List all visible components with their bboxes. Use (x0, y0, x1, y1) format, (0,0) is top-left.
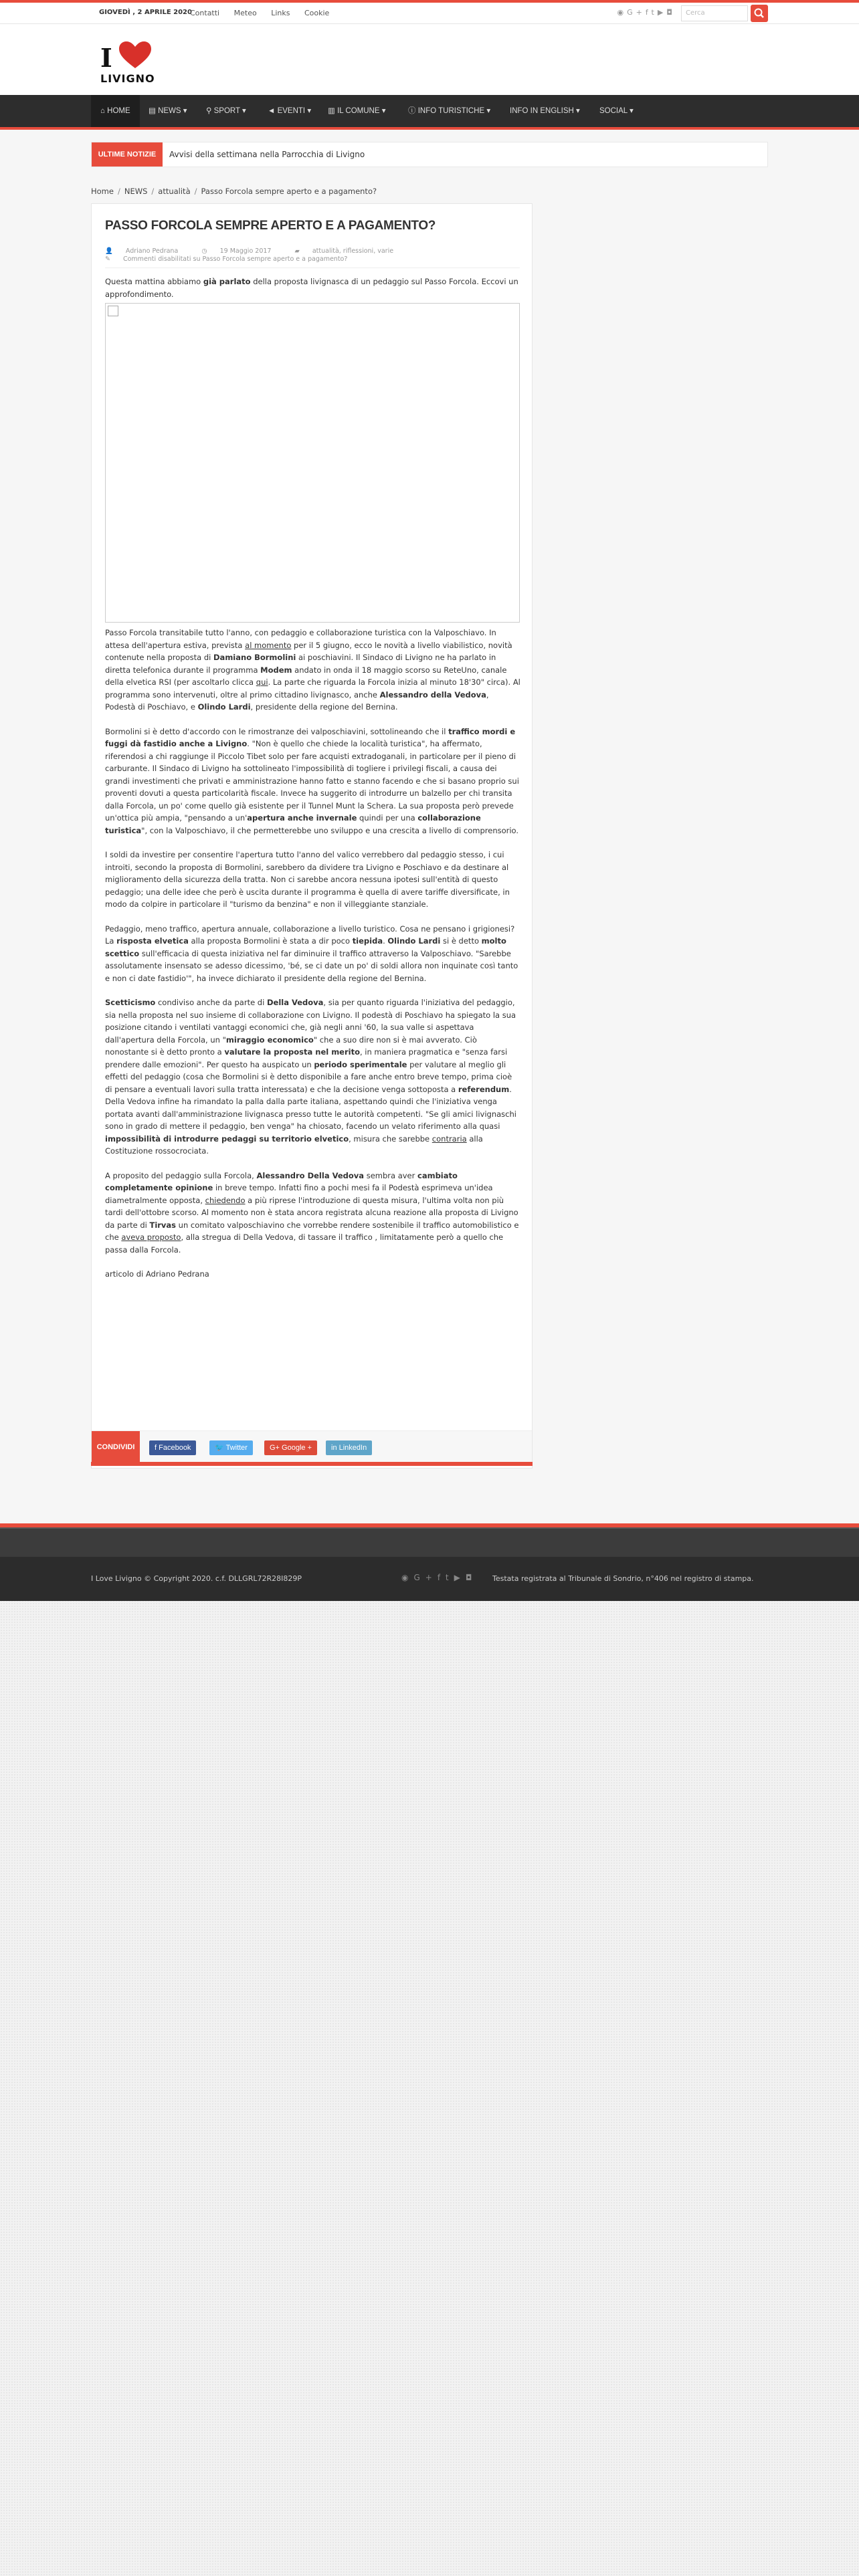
google-plus-icon[interactable]: G+ (627, 8, 646, 17)
document-icon: ▤ (149, 107, 159, 115)
breadcrumb-category[interactable]: attualità (158, 187, 191, 196)
breadcrumb-news[interactable]: NEWS (124, 187, 148, 196)
folder-icon: ▰ (294, 247, 302, 255)
share-google-button[interactable]: G+ Google + (264, 1440, 317, 1455)
building-icon: ▥ (328, 107, 338, 115)
search-button[interactable] (751, 5, 768, 22)
google-plus-icon: G+ (270, 1444, 282, 1452)
logo-letter: I (100, 43, 112, 73)
paragraph: Pedaggio, meno traffico, apertura annuale, collaborazione a livello turistico. Cosa ne pensano i grigionesi? La risposta elvetica alla proposta Bormolini è stata a dir poco tiepida. Olindo Lardi si è detto molto scettico sull'efficacia di questa iniziativa nel far diminuire il traffico attraverso la Valposchiavo. "Sarebbe assolutamente insensato se adesso dicessimo, 'bé, se ci date un po' di soldi allora non inquinate così tanto e non ci date fastidio'", ha invece dichiarato il presidente della regione del Bernina. (105, 924, 518, 983)
bike-icon: ⚲ (206, 107, 214, 115)
nav-social[interactable]: SOCIAL ▾ (599, 107, 634, 115)
link-qui[interactable]: qui (256, 677, 268, 687)
nav-home[interactable]: ⌂ HOME (91, 95, 140, 127)
top-link-meteo[interactable]: Meteo (233, 9, 257, 17)
main-nav (0, 95, 859, 130)
logo-word: LIVIGNO (100, 72, 155, 85)
site-logo[interactable] (99, 39, 166, 86)
search-icon (751, 5, 768, 22)
clock-icon: ◷ (201, 247, 209, 255)
nav-news[interactable]: ▤ NEWS ▾ (149, 107, 187, 115)
paragraph: Bormolini si è detto d'accordo con le rimostranze dei valposchiavini, sottolineando che il traffico mordi e fuggi dà fastidio anche a Livigno. "Non è quello che chiede la località turistica", ha affermato, riferendosi a chi raggiunge il Piccolo Tibet solo per fare acquisti extradoganali, in particolare per il pieno di carburante. Il Sindaco di Livigno ha sottolineato l'impossibilità di togliere i privilegi fiscali, a causa dei grandi investimenti che privati e amministrazione hanno fatto e stanno facendo e che si basano proprio sui proventi dovuti a questa particolarità fiscale. Invece ha suggerito di introdurre un balzello per chi transita dalla Forcola, un po' come quello già esistente per il Tunnel Munt la Schera. La sua proposta però prevede un'ottica più ampia, "pensando a un'apertura anche invernale quindi per una collaborazione turistica", con la Valposchiavo, il che permetterebbe uno sviluppo e una crescita a livello di comprensorio. (105, 726, 519, 835)
twitter-icon[interactable]: t (445, 1573, 454, 1582)
nav-eventi[interactable]: ◄ EVENTI ▾ (268, 107, 312, 115)
breaking-label: ULTIME NOTIZIE (92, 142, 163, 167)
paragraph: Scetticismo condiviso anche da parte di Della Vedova, sia per quanto riguarda l'iniziativa del pedaggio, sia nella proposta nel suo insieme di collaborazione con Livigno. Il podestà di Poschiavo ha spiegato la sua posizione citando i ventilati vantaggi economici che, già negli anni '60, la sua valle si aspettava dall'apertura della Forcola, un "miraggio economico" che a suo dire non si è mai avverato. Ciò nonostante si è detto pronto a valutare la proposta nel merito, in maniera pragmatica e "senza farsi prendere dalle emozioni". Per questo ha auspicato un periodo sperimentale per valutare al meglio gli effetti del pedaggio (cosa che Bormolini si è detto disponibile a fare anche entro breve tempo, prima cioè di pensare a eventuali lavori sulla tratta interessata) e che la decisione venga sottoposta a referendum. Della Vedova infine ha rimandato la palla dalla parte italiana, aspettando quindi che l'iniziativa venga portata avanti dall'amministrazione livignasca presso tutte le autorità competenti. "Se gli amici livignaschi sono in grado di mettere il pedaggio, ben venga" ha chiosato, facendo un velato riferimento alla quasi impossibilità di introdurre pedaggi su territorio elvetico, misura che sarebbe contraria alla Costituzione rossocrociata. (105, 998, 516, 1156)
footer-social-icons (401, 1573, 477, 1582)
share-linkedin-button[interactable]: in LinkedIn (326, 1440, 372, 1455)
facebook-icon: f (155, 1444, 159, 1452)
heart-icon (118, 40, 153, 70)
publish-date: ◷ 19 Maggio 2017 (201, 247, 272, 255)
linkedin-icon: in (331, 1444, 339, 1452)
top-link-links[interactable]: Links (271, 9, 290, 17)
breadcrumb-current: Passo Forcola sempre aperto e a pagamento? (201, 187, 377, 196)
info-icon: ⓘ (408, 107, 418, 115)
twitter-icon[interactable]: t (651, 8, 658, 17)
share-twitter-button[interactable]: 🐦 Twitter (209, 1440, 253, 1455)
article-signature: articolo di Adriano Pedrana (105, 1269, 209, 1279)
top-bar (0, 0, 859, 24)
article-bottom-accent (91, 1462, 533, 1466)
categories[interactable]: ▰ attualità, riflessioni, varie (294, 247, 394, 255)
current-date: GIOVEDÌ , 2 APRILE 2020 (99, 9, 192, 16)
paragraph: A proposito del pedaggio sulla Forcola, Alessandro Della Vedova sembra aver cambiato completamente opinione in breve tempo. Infatti fino a pochi mesi fa il Podestà esprimeva un'idea diametralmente opposta, chiedendo a più riprese l'introduzione di questa misura, l'ultima volta non più tardi dell'ottobre scorso. Al momento non è stata ancora registrata alcuna reazione alla proposta di Livigno da parte di Tirvas un comitato valposchiavino che vorrebbe rendere sostenibile il traffico automobilistico e che aveva proposto, alla stregua di Della Vedova, di tassare il traffico , limitatamente però a quello che passa dalla Forcola. (105, 1170, 519, 1255)
youtube-icon[interactable]: ▶ (454, 1573, 466, 1582)
rss-icon[interactable]: ◉ (401, 1573, 414, 1582)
link-aveva-proposto[interactable]: aveva proposto (121, 1232, 181, 1242)
facebook-icon[interactable]: f (437, 1573, 446, 1582)
link-contraria[interactable]: contraria (432, 1134, 467, 1144)
paragraph: I soldi da investire per consentire l'apertura tutto l'anno del valico verrebbero dal pedaggio stesso, i cui introiti, secondo la proposta di Bormolini, sarebbero da dividere tra Livigno e Poschiavo e da destinare al miglioramento della sicurezza della tratta. Non ci sarebbe ancora nessuna ipotesi sull'entità di questo pedaggio; una delle idee che però è uscita durante il programma è quella di avere tariffe diversificate, in modo da colpire in particolare il "turismo da benzina" e non il villeggiante stanziale. (105, 850, 510, 909)
nav-il-comune[interactable]: ▥ IL COMUNE ▾ (328, 107, 386, 115)
link-chiedendo[interactable]: chiedendo (205, 1195, 246, 1205)
google-plus-icon[interactable]: G+ (413, 1573, 438, 1582)
breadcrumb-home[interactable]: Home (91, 187, 114, 196)
link-al-momento[interactable]: al momento (245, 640, 292, 650)
breaking-news (91, 142, 768, 167)
registration-note: Testata registrata al Tribunale di Sondrio, n°406 nel registro di stampa. (492, 1574, 754, 1583)
top-link-cookie[interactable]: Cookie (304, 9, 330, 17)
article-body (105, 276, 521, 1293)
article-meta (105, 247, 520, 263)
site-header (0, 24, 859, 95)
share-bar (92, 1430, 532, 1463)
youtube-icon[interactable]: ▶ (657, 8, 667, 17)
breadcrumb: Home / NEWS / attualità / Passo Forcola sempre aperto e a pagamento? (91, 187, 377, 196)
paragraph: Questa mattina abbiamo già parlato della proposta livignasca di un pedaggio sul Passo Forcola. Eccovi un approfondimento. (105, 277, 518, 299)
top-social-icons (617, 8, 676, 17)
instagram-icon[interactable]: ◘ (666, 8, 676, 17)
author[interactable]: 👤 Adriano Pedrana (105, 247, 179, 255)
nav-info-english[interactable]: INFO IN ENGLISH ▾ (510, 107, 580, 115)
twitter-icon: 🐦 (215, 1444, 226, 1452)
comment-icon: ✎ (105, 255, 112, 263)
user-icon: 👤 (105, 247, 115, 255)
paragraph: Passo Forcola transitabile tutto l'anno, con pedaggio e collaborazione turistica con la Valposchiavo. In attesa dell'apertura estiva, prevista al momento per il 5 giugno, ecco le novità a livello viabilistico, novità contenute nella proposta di Damiano Bormolini ai poschiavini. Il Sindaco di Livigno ne ha parlato in diretta telefonica durante il programma Modem andato in onda il 18 maggio scorso su ReteUno, canale della elvetica RSI (per ascoltarlo clicca qui. La parte che riguarda la Forcola inizia al minuto 18'30" circa). Al programma sono intervenuti, oltre al primo cittadino livignasco, anche Alessandro della Vedova, Podestà di Poschiavo, e Olindo Lardi, presidente della regione del Bernina. (105, 628, 520, 712)
breaking-headline[interactable]: Avvisi della settimana nella Parrocchia di Livigno (169, 150, 365, 159)
meta-divider (105, 267, 520, 268)
comments-note: ✎ Commenti disabilitati su Passo Forcola sempre aperto e a pagamento? (105, 255, 348, 263)
home-icon: ⌂ (100, 107, 108, 115)
footer-widgets (0, 1527, 859, 1558)
article (91, 203, 533, 1469)
footer-bottom (0, 1557, 859, 1601)
top-links (190, 9, 341, 17)
search-input[interactable]: Cerca (681, 5, 748, 21)
instagram-icon[interactable]: ◘ (465, 1573, 478, 1582)
copyright: I Love Livigno © Copyright 2020. c.f. DLLGRL72R28I829P (91, 1574, 302, 1583)
facebook-icon[interactable]: f (645, 8, 652, 17)
broken-image-icon (108, 306, 118, 316)
rss-icon[interactable]: ◉ (617, 8, 628, 17)
nav-sport[interactable]: ⚲ SPORT ▾ (206, 107, 246, 115)
article-title: PASSO FORCOLA SEMPRE APERTO E A PAGAMENTO? (105, 219, 436, 233)
share-label: CONDIVIDI (92, 1431, 140, 1463)
megaphone-icon: ◄ (268, 107, 278, 115)
article-image (105, 303, 520, 623)
share-facebook-button[interactable]: f Facebook (149, 1440, 196, 1455)
top-link-contatti[interactable]: Contatti (190, 9, 220, 17)
nav-info-turistiche[interactable]: ⓘ INFO TURISTICHE ▾ (408, 107, 491, 115)
